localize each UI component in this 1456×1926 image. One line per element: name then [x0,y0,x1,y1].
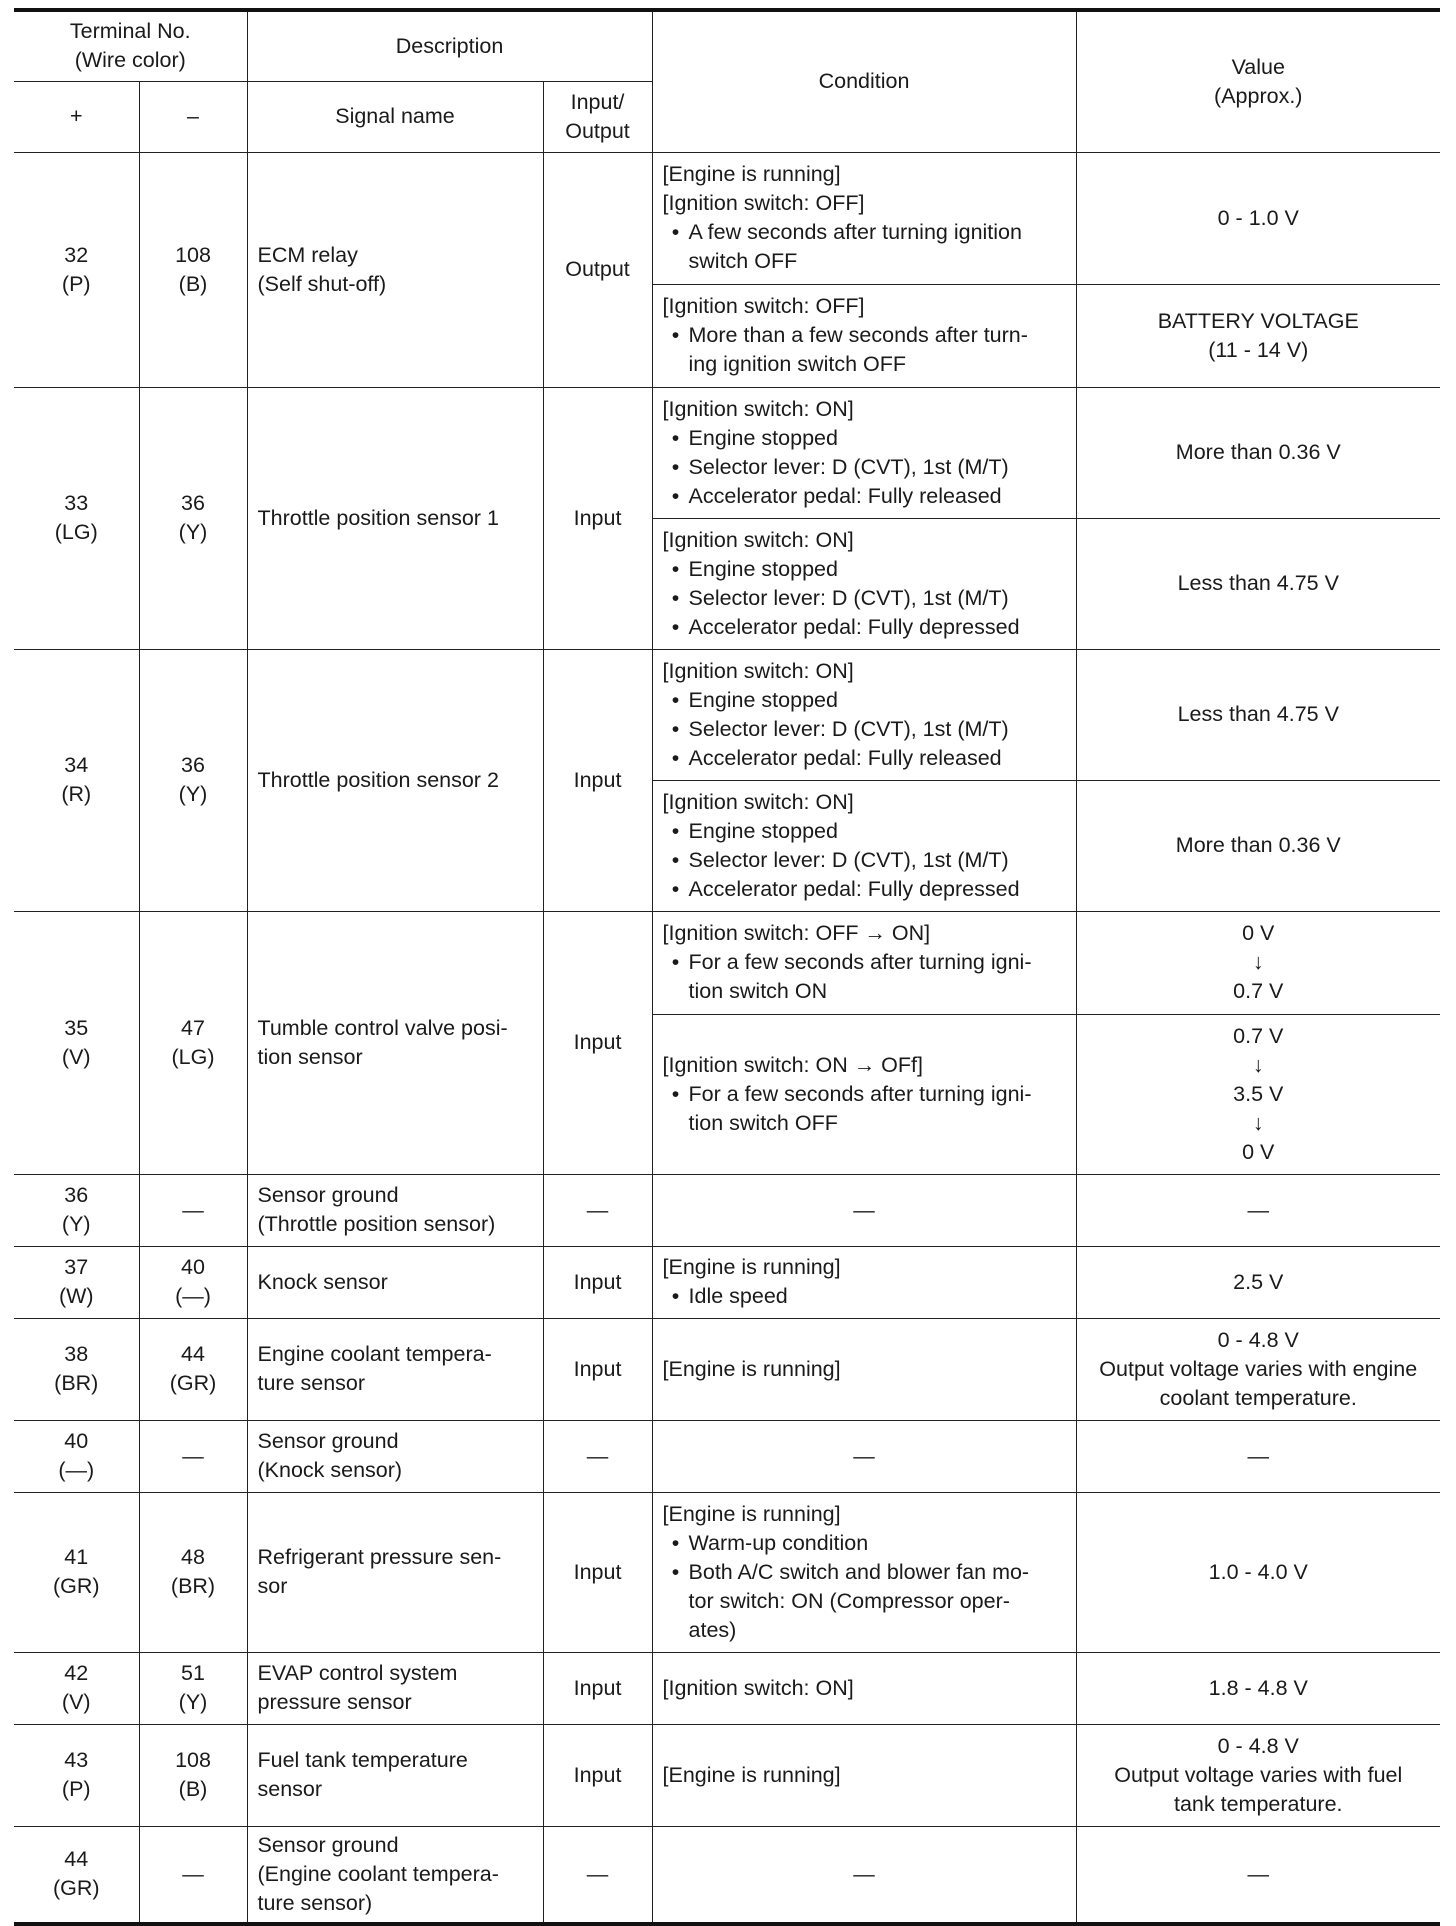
header-input-output: Input/ Output [543,81,652,152]
header-condition: Condition [652,10,1076,152]
value: — [1076,1420,1440,1492]
condition-bullet: • Engine stopped [663,686,1066,715]
bullet-dot-icon: • [671,745,680,770]
signal-name: Knock sensor [247,1246,543,1318]
terminal-minus: — [139,1420,247,1492]
header-plus: + [14,81,139,152]
condition: [Engine is running] • Idle speed [652,1246,1076,1318]
table-row [14,1318,1440,1420]
terminal-minus: 40 (—) [139,1246,247,1318]
signal-name: Sensor ground (Engine coolant tempera- ture sensor) [247,1826,543,1924]
table-row [14,1492,1440,1652]
table-row [14,1724,1440,1826]
value: 0 V ↓ 0.7 V [1076,911,1440,1014]
signal-name: Fuel tank temperature sensor [247,1724,543,1826]
terminal-plus: 41 (GR) [14,1492,139,1652]
terminal-minus: 47 (LG) [139,911,247,1174]
input-output: — [543,1826,652,1924]
condition-bullet: • Selector lever: D (CVT), 1st (M/T) [663,453,1066,482]
table-header [14,10,1440,152]
table-row [14,1652,1440,1724]
bullet-dot-icon: • [671,716,680,741]
condition-bullet: • Accelerator pedal: Fully released [663,744,1066,773]
terminal-plus: 40 (—) [14,1420,139,1492]
bullet-dot-icon: • [671,1081,680,1106]
bullet-dot-icon: • [671,220,680,244]
signal-name: Engine coolant tempera- ture sensor [247,1318,543,1420]
condition: [Engine is running] [652,1318,1076,1420]
value: — [1076,1174,1440,1246]
input-output: — [543,1420,652,1492]
terminal-plus: 44 (GR) [14,1826,139,1924]
condition-bullet: • Selector lever: D (CVT), 1st (M/T) [663,715,1066,744]
terminal-plus: 38 (BR) [14,1318,139,1420]
condition-bullet: • For a few seconds after turning igni- tion switch ON [663,948,1066,1006]
table-row [14,1246,1440,1318]
bullet-dot-icon: • [671,847,680,872]
header-minus: – [139,81,247,152]
bullet-dot-icon: • [671,425,680,450]
input-output: Input [543,1652,652,1724]
condition-bullet: • Both A/C switch and blower fan mo- tor switch: ON (Compressor oper- ates) [663,1558,1066,1645]
terminal-plus: 33 (LG) [14,387,139,649]
condition-bullet: • Accelerator pedal: Fully depressed [663,613,1066,642]
condition: [Engine is running] [652,1724,1076,1826]
terminal-minus: 51 (Y) [139,1652,247,1724]
table-row [14,152,1440,284]
condition-bullet: • Accelerator pedal: Fully depressed [663,875,1066,904]
value: 0 - 4.8 V Output voltage varies with fuel tank temperature. [1076,1724,1440,1826]
condition-bullet: • Engine stopped [663,424,1066,453]
table-row [14,387,1440,518]
condition-bullet: • Selector lever: D (CVT), 1st (M/T) [663,584,1066,613]
terminal-plus: 34 (R) [14,649,139,911]
bullet-dot-icon: • [671,614,680,639]
table-row [14,1420,1440,1492]
signal-name: Sensor ground (Knock sensor) [247,1420,543,1492]
value: BATTERY VOLTAGE (11 - 14 V) [1076,284,1440,387]
condition-bullet: • A few seconds after turning ignition switch OFF [663,218,1066,276]
terminal-plus: 37 (W) [14,1246,139,1318]
input-output: Output [543,152,652,387]
input-output: Input [543,1246,652,1318]
condition-bullet: • Idle speed [663,1282,1066,1311]
input-output: Input [543,649,652,911]
condition-bullet: • Engine stopped [663,555,1066,584]
table-row [14,1174,1440,1246]
terminal-minus: 108 (B) [139,152,247,387]
table-row [14,1826,1440,1924]
header-description: Description [247,10,652,81]
bullet-dot-icon: • [671,454,680,479]
terminal-minus: 36 (Y) [139,649,247,911]
condition: [Ignition switch: ON] • Engine stopped • Selector lever: D (CVT), 1st (M/T) • Accelerator pedal: Fully depressed [652,780,1076,911]
condition-bullet: • More than a few seconds after turn- ing ignition switch OFF [663,321,1066,379]
input-output: Input [543,911,652,1174]
condition-bullet: • Accelerator pedal: Fully released [663,482,1066,511]
condition: [Ignition switch: OFF] • More than a few seconds after turn- ing ignition switch OFF [652,284,1076,387]
condition-bullet: • Selector lever: D (CVT), 1st (M/T) [663,846,1066,875]
terminal-minus: 36 (Y) [139,387,247,649]
value: More than 0.36 V [1076,387,1440,518]
bullet-dot-icon: • [671,1284,680,1308]
value: Less than 4.75 V [1076,518,1440,649]
bullet-dot-icon: • [671,876,680,901]
signal-name: Refrigerant pressure sen- sor [247,1492,543,1652]
condition: — [652,1174,1076,1246]
bullet-dot-icon: • [671,687,680,712]
terminal-minus: — [139,1174,247,1246]
condition: — [652,1420,1076,1492]
condition-bullet: • For a few seconds after turning igni- tion switch OFF [663,1080,1066,1138]
value: 0.7 V ↓ 3.5 V ↓ 0 V [1076,1014,1440,1174]
terminal-minus: 108 (B) [139,1724,247,1826]
header-value: Value (Approx.) [1076,10,1440,152]
condition-bullet: • Warm-up condition [663,1529,1066,1558]
terminal-minus: — [139,1826,247,1924]
terminal-minus: 48 (BR) [139,1492,247,1652]
condition: [Ignition switch: ON] • Engine stopped • Selector lever: D (CVT), 1st (M/T) • Accelerator pedal: Fully depressed [652,518,1076,649]
condition: [Ignition switch: ON] [652,1652,1076,1724]
condition: [Engine is running] [Ignition switch: OFF] • A few seconds after turning ignition switch OFF [652,152,1076,284]
condition-bullet: • Engine stopped [663,817,1066,846]
value: 0 - 4.8 V Output voltage varies with engine coolant temperature. [1076,1318,1440,1420]
value: 0 - 1.0 V [1076,152,1440,284]
value: More than 0.36 V [1076,780,1440,911]
signal-name: Throttle position sensor 2 [247,649,543,911]
signal-name: ECM relay (Self shut-off) [247,152,543,387]
table-body [14,152,1440,1924]
terminal-table [14,8,1440,1926]
value: — [1076,1826,1440,1924]
terminal-plus: 32 (P) [14,152,139,387]
bullet-dot-icon: • [671,556,680,581]
bullet-dot-icon: • [671,323,680,347]
header-terminal: Terminal No. (Wire color) [14,10,247,81]
signal-name: EVAP control system pressure sensor [247,1652,543,1724]
value: 1.8 - 4.8 V [1076,1652,1440,1724]
terminal-plus: 36 (Y) [14,1174,139,1246]
terminal-plus: 43 (P) [14,1724,139,1826]
input-output: Input [543,1318,652,1420]
signal-name: Sensor ground (Throttle position sensor) [247,1174,543,1246]
input-output: Input [543,1724,652,1826]
condition: [Ignition switch: OFF → ON] • For a few seconds after turning igni- tion switch ON [652,911,1076,1014]
terminal-minus: 44 (GR) [139,1318,247,1420]
input-output: Input [543,387,652,649]
header-signal-name: Signal name [247,81,543,152]
bullet-dot-icon: • [671,585,680,610]
value: 2.5 V [1076,1246,1440,1318]
table-row [14,911,1440,1014]
terminal-plus: 42 (V) [14,1652,139,1724]
input-output: — [543,1174,652,1246]
bullet-dot-icon: • [671,818,680,843]
condition: [Ignition switch: ON] • Engine stopped • Selector lever: D (CVT), 1st (M/T) • Accelerator pedal: Fully released [652,387,1076,518]
bullet-dot-icon: • [671,1559,680,1584]
condition: [Engine is running] • Warm-up condition • Both A/C switch and blower fan mo- tor switch: ON (Compressor oper- ates) [652,1492,1076,1652]
condition: [Ignition switch: ON → OFf] • For a few seconds after turning igni- tion switch OFF [652,1014,1076,1174]
bullet-dot-icon: • [671,950,680,974]
condition: — [652,1826,1076,1924]
value: Less than 4.75 V [1076,649,1440,780]
terminal-plus: 35 (V) [14,911,139,1174]
signal-name: Tumble control valve posi- tion sensor [247,911,543,1174]
bullet-dot-icon: • [671,483,680,508]
condition: [Ignition switch: ON] • Engine stopped • Selector lever: D (CVT), 1st (M/T) • Accelerator pedal: Fully released [652,649,1076,780]
table-row [14,649,1440,780]
value: 1.0 - 4.0 V [1076,1492,1440,1652]
signal-name: Throttle position sensor 1 [247,387,543,649]
input-output: Input [543,1492,652,1652]
bullet-dot-icon: • [671,1530,680,1555]
